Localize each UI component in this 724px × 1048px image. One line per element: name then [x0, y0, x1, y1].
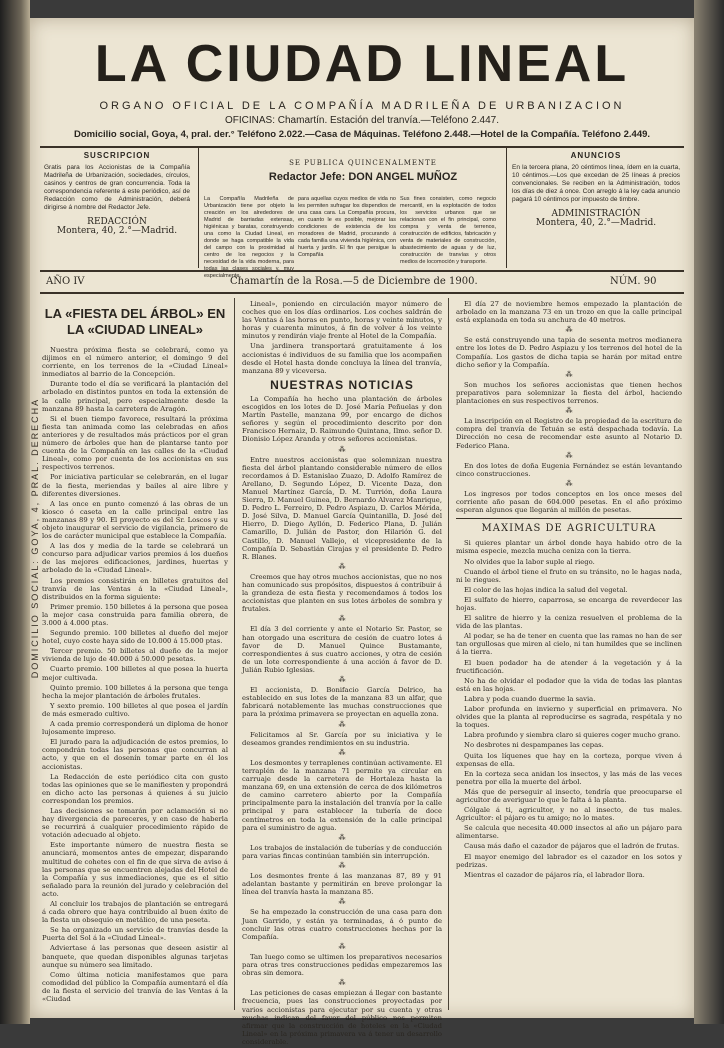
paragraph: Entre nuestros accionistas que solemnizan nuestra fiesta del árbol plantando considerable número de ellos recordamos á D. Estanislao Zuazo, D. Adolfo Ramírez de Arellano, D. Segundo López, D. Vicente Daza, don Manuel Martínez García, D. M. Turrión, doña Laura Sierra, D. Manuel Guinea, D. Bernardo Alvarez Manrique, D. Pedro L. Ferreiro, D. Pedro Aspiazu, D. Carlos Mérida, D. José Silva, D. Manuel García Quintanilla, D. José del Hierro, D. Diego Ayllón, D. Federico Plana, D. Julián Camarillo, D. Julián de Pastor, don Hilarión G. del Castillo, D. Manuel Vallejo, el vicepresidente de la Compañía D. Sebastián Cirajas y el presidente D. Pedro R. Blanes. [242, 455, 442, 561]
paragraph: Segundo premio. 100 billetes al dueño del mejor hotel, cuyo coste haya sido de 10.000 á 15.000 ptas. [42, 629, 228, 646]
redaccion-address: Montera, 40, 2.°—Madrid. [56, 226, 178, 236]
separator-stars: ⁂ [338, 676, 346, 685]
paragraph: El buen podador ha de atender á la vegetación y á la fructificación. [456, 658, 682, 675]
separator-stars: ⁂ [338, 445, 346, 454]
column-2 [242, 300, 442, 1048]
noticias-heading: NUESTRAS NOTICIAS [270, 377, 414, 392]
paragraph: A las dos y media de la tarde se celebrará un concurso para adjudicar varios premios á los dueños de las mejores edificaciones, jardines, huertas y arbolado de la «Ciudad Lineal». [42, 542, 228, 575]
place-date: Chamartín de la Rosa.—5 de Diciembre de 1900. [230, 276, 478, 287]
redaccion-label: REDACCIÓN [87, 217, 147, 227]
paragraph: Este importante número de nuestra fiesta se anunciará, momentos antes de empezar, disparando multitud de cohetes con el fin de que sirva de aviso á las personas que se encuentren alejadas del Hotel de la Compañía y sus inmediaciones, que es el sitio señalado para la reunión del jurado y celebración del acto. [42, 841, 228, 898]
col2-intro [242, 300, 442, 375]
paragraph: Durante todo el día se verificará la plantación del arbolado en distintos puntos en toda la extensión de la calle principal, pero especialmente desde la manzana 89 hasta la carretera de Aragón. [42, 380, 228, 413]
paragraph: Los desmontes y terraplenes continúan activamente. El terraplén de la manzana 71 permite ya circular en carruaje desde la carretera de Hortaleza hasta la manzana 69, en una extensión de cerca de dos kilómetros de camino carretero abierto por la Compañía principalmente para la instalación del tranvía por la calle principal y para establecer la tubería de doce centímetros en toda la extensión de la calle principal para el suministro de agua. [242, 758, 442, 832]
paragraph: Los ingresos por todos conceptos en los once meses del corriente año pasan de 604.000 pesetas. En el año próximo esperan algunos que llegarán al millón de pesetas. [456, 489, 682, 515]
column-1 [42, 300, 228, 1005]
separator-stars: ⁂ [338, 833, 346, 842]
paragraph: Primer premio. 150 billetes á la persona que posea la mejor casa construida para familia obrera, de 3.000 á 4.000 ptas. [42, 602, 228, 627]
paragraph: El día 27 de noviembre hemos empezado la plantación de arbolado en la manzana 73 en un trozo en que la calle principal está explanada en toda su anchura de 40 metros. [456, 300, 682, 325]
paragraph: Tercer premio. 50 billetes al dueño de la mejor vivienda de lujo de 40.000 á 50.000 pesetas. [42, 647, 228, 664]
paragraph: La Redacción de este periódico cita con gusto todas las opiniones que se le manifiesten y propondrá en dicho acto las personas á quienes á su juicio correspondan los premios. [42, 772, 228, 805]
separator-stars: ⁂ [338, 562, 346, 571]
paragraph: A las once en punto comenzó á las obras de un kiosco ó caseta en la calle principal entre las manzanas 89 y 90. El proyecto es del Sr. Loscos y su objeto inaugurar el servicio de vigilancia, primero de los de carácter municipal que establece la Compañía. [42, 499, 228, 541]
paragraph: El accionista, D. Bonifacio García Delrico, ha establecido en sus lotes de la manzana 83 un alfar, que fabricará notablemente las muchas construcciones que para la próxima primavera se proyectan en aquella zona. [242, 686, 442, 719]
paragraph: A cada premio corresponderá un diploma de honor lujosamente impreso. [42, 720, 228, 737]
company-blurb-2: para aquellas cuyos medios de vida no les permiten sufragar los dispendios de una casa cara. La Compañía procura, en cuanto le es posible, mejorar las condiciones de existencia de los moradores de Madrid, procurando á cada familia una vivienda higiénica, con huerta y jardín. El fin que persigue la Compañía [298, 196, 396, 258]
paragraph: El sulfato de hierro, caparrosa, se encarga de reverdecer las hojas. [456, 595, 682, 612]
separator-stars: ⁂ [338, 979, 346, 988]
center-header [218, 159, 508, 183]
header-divider [198, 148, 199, 268]
paragraph: Los desmontes frente á las manzanas 87, 89 y 91 adelantan bastante y permitirán en breve prolongar la línea del tranvía hasta la manzana 85. [242, 872, 442, 897]
suscripcion-heading: SUSCRIPCION [83, 151, 151, 160]
paragraph: Las peticiones de casas empiezan á llegar con bastante frecuencia, pues las construcciones proyectadas por varios accionistas para ejecutar por su cuenta y otras muchas indican del favor del público nos permiten afirmar que la construcción de hoteles en la «Ciudad Lineal» en la próxima primavera va á tener un desarrollo considerable. [242, 989, 442, 1046]
masthead-title: LA CIUDAD LINEAL [94, 35, 630, 93]
column-rule [448, 298, 449, 1010]
year-label: AÑO IV [46, 276, 85, 287]
fiesta-heading: LA «FIESTA DEL ÁRBOL» EN LA «CIUDAD LINEAL» [44, 306, 226, 337]
column-3 [456, 300, 682, 881]
column-rule [234, 298, 235, 1010]
date-rule-top [40, 270, 684, 272]
col3-body [456, 300, 682, 514]
paragraph: Si quieres plantar un árbol donde haya habido otro de la misma especie, mezcla mucha ceniza con la tierra. [456, 539, 682, 556]
paragraph: El salitre de hierro y la ceniza resuelven el problema de la vida de las plantas. [456, 614, 682, 631]
paragraph: Quita los líquenes que hay en la corteza, porque viven á expensas de ella. [456, 751, 682, 768]
section-rule [456, 518, 682, 519]
paragraph: Se está construyendo una tapia de sesenta metros medianera entre los lotes de D. Pedro Aspiazu y los terrenos del hotel de la Compañía. Los gastos de dicha tapia se harán por mitad entre dicho señor y la Compañía. [456, 336, 682, 369]
paragraph: Al concluir los trabajos de plantación se entregará á cada obrero que haya contribuido al buen éxito de la fiesta un obsequio en metálico, de una peseta. [42, 900, 228, 925]
masthead-oficinas: OFICINAS: Chamartín. Estación del tranvía.—Teléfono 2.447. [224, 115, 500, 126]
paragraph: Nuestra próxima fiesta se celebrará, como ya dijimos en el número anterior, el domingo 9 del corriente, en los terrenos de la «Ciudad Lineal» inmediatos al barrio de la Concepción. [42, 346, 228, 379]
paragraph: Labra profundo y siembra claro si quieres coger mucho grano. [464, 731, 681, 740]
paragraph: Se ha organizado un servicio de tranvías desde la Puerta del Sol á la «Ciudad Lineal». [42, 926, 228, 943]
header-divider [506, 148, 507, 268]
paragraph: Por iniciativa particular se celebrarán, en el lugar de la fiesta, meriendas y bailes al aire libre y diferentes diversiones. [42, 473, 228, 498]
paragraph: En la corteza seca anidan los insectos, y las más de las veces penetra por ella la muerte del árbol. [456, 769, 682, 786]
paragraph: Si el buen tiempo favorece, resultará la próxima fiesta tan animada como las celebradas en años anteriores y de resultados más prácticos por el gran número de árboles que han de plantarse tanto por cuenta de la Compañía en las calles de la «Ciudad Lineal», como por cuenta de los accionistas en sus respectivos terrenos. [42, 414, 228, 472]
separator-stars: ⁂ [565, 479, 573, 488]
paragraph: El jurado para la adjudicación de estos premios, lo compondrán todas las personas que concurran al acto, y que en el dosenín tomar parte en él los accionistas. [42, 738, 228, 771]
separator-stars: ⁂ [338, 862, 346, 870]
administracion-label: ADMINISTRACIÓN [551, 209, 641, 219]
paragraph: Cuarto premio. 100 billetes al que posea la huerta mejor cultivada. [42, 665, 228, 682]
company-blurb-1: La Compañía Madrileña de Urbanización tiene por objeto la creación en los alrededores de Madrid de barriadas extensas, higiénicas y baratas, construyendo una como la Ciudad Lineal, en donde se haga compatible la vida del campo con la proximidad al centro de los negocios y la necesidad de la vida moderna, para todas las clases sociales y, muy especialmente, [204, 196, 294, 279]
issue-number: NÚM. 90 [610, 276, 657, 287]
paragraph: No olvides que la labor suple al riego. [464, 557, 595, 566]
col1-body [42, 346, 228, 1003]
paragraph: Labra y poda cuando duerme la savia. [464, 694, 596, 703]
paragraph: Más que de perseguir al insecto, tendría que preocuparse el agricultor de averiguar lo que le falta á la planta. [456, 787, 682, 804]
maximas-heading: MAXIMAS DE AGRICULTURA [481, 523, 657, 535]
paragraph: El día 3 del corriente y ante el Notario Sr. Pastor, se han otorgado una escritura de cesión de cuatro lotes á favor de D. Manuel Quince Bustamante, correspondientes á sus cuatro acciones, y otra de cesión de un lote correspondiente á una acción á favor de D. Julián Rubio Iglesias. [242, 625, 442, 674]
redactor-label: Redactor Jefe: DON ANGEL MUÑOZ [268, 171, 458, 183]
separator-stars: ⁂ [565, 407, 573, 416]
top-rule [40, 146, 684, 148]
suscripcion-box [44, 152, 190, 235]
paragraph: Y sexto premio. 100 billetes al que posea el jardín de más esmerado cultivo. [42, 701, 228, 718]
masthead-domicilio: Domicilio social, Goya, 4, pral. der.° Teléfono 2.022.—Casa de Máquinas. Teléfono 2.448.—Hotel de la Compañía. Teléfono 2.449. [73, 129, 651, 140]
paragraph: Lineal», poniendo en circulación mayor número de coches que en los días ordinarios. Los coches saldrán de las Ventas á las horas en punto, horas y veinte minutos, y horas y cuarenta minutos, á fin de volver á los veinte minutos y rendirán viaje frente al Hotel de la Compañía. [242, 300, 442, 341]
paragraph: Cólgale á ti, agricultor, y no al insecto, de tus males. Agricultor: el pájaro es tu amigo; no lo mates. [456, 806, 682, 823]
paragraph: El color de las hojas indica la salud del vegetal. [464, 585, 628, 594]
newspaper-page [30, 18, 694, 1046]
anuncios-heading: ANUNCIOS [570, 151, 622, 160]
paragraph: No ha de olvidar el podador que la vida de todas las plantas está en las hojas. [456, 676, 682, 693]
page-edge [694, 0, 724, 1024]
separator-stars: ⁂ [338, 748, 346, 757]
paragraph: Se calcula que necesita 40.000 insectos al año un pájaro para alimentarse. [456, 824, 682, 841]
col2-body [242, 395, 442, 1046]
paragraph: Al podar, se ha de tener en cuenta que las ramas no han de ser tan orgullosas que miren al cielo, ni tan humildes que se inclinen á la tierra. [456, 632, 682, 657]
administracion-address: Montera, 40, 2.°—Madrid. [535, 218, 657, 228]
company-blurb-3: Sus fines consisten, como negocio mercantil, en la explotación de todos los servicios urbanos que se relacionan con el fin principal, como compra y venta de terrenos, construcción de edificios, fabricación y venta de materiales de construcción, abastecimiento de aguas y de luz, construcción de tranvías y otros medios de locomoción y transporte. [400, 196, 496, 265]
separator-stars: ⁂ [338, 615, 346, 624]
date-rule-bottom [40, 292, 684, 294]
paragraph: Tan luego como se ultimen los preparativos necesarios para otras tres construcciones pedidas empezaremos las obras sin demora. [242, 952, 442, 978]
paragraph: El mayor enemigo del labrador es el cazador en los sotos y pedrizas. [456, 852, 682, 869]
separator-stars: ⁂ [338, 942, 346, 951]
paragraph: Se ha empezado la construcción de una casa para don Juan Garrido, y están ya terminadas, á ó punto de concluir las otras cuatro construcciones hechas por la Compañía. [242, 908, 442, 941]
paragraph: Cuando el árbol tiene el fruto en su tránsito, no le hagas nada, ni le riegues. [456, 567, 682, 584]
paragraph: La inscripción en el Registro de la propiedad de la escritura de compra del tranvía de Tetuán se está despachada todavía. La Dirección no cesa de recomendar este asunto al Notario D. Federico Plana. [456, 417, 682, 450]
paragraph: Creemos que hay otros muchos accionistas, que no nos han comunicado sus propósitos, dispuestos á contribuir á la grandeza de esta fiesta y recomendamos á todos los accionistas que planten en sus lotes árboles de sombra y frutales. [242, 572, 442, 614]
separator-stars: ⁂ [338, 898, 346, 907]
separator-stars: ⁂ [565, 370, 573, 379]
paragraph: Adviertase á las personas que deseen asistir al banquete, que quedan disponibles algunas tarjetas aunque su número sea limitado. [42, 944, 228, 969]
masthead-subtitle: ORGANO OFICIAL DE LA COMPAÑÍA MADRILEÑA DE URBANIZACION [99, 100, 625, 112]
separator-stars: ⁂ [338, 720, 346, 729]
anuncios-text: En la tercera plana, 20 céntimos línea, ídem en la cuarta, 10 céntimos.—Los que excedan de 25 líneas á precios convencionales. Se reciben en la Administración, todos los días de diez á once. Con arreglo á la ley cada anuncio pagará 10 céntimos por impuesto de timbre. [512, 164, 680, 203]
anuncios-box [512, 152, 680, 227]
suscripcion-text: Gratis para los Accionistas de la Compañía Madrileña de Urbanización, sociedades, círculos, casinos y centros de gran concurrencia. Toda la correspondencia referente á este periódico, así de Redacción como de Administración, deberá dirigirse á nombre del Redactor Jefe. [44, 164, 190, 211]
paragraph: Los premios consistirán en billetes gratuitos del tranvía de las Ventas á la «Ciudad Lineal», distribuidos en la forma siguiente: [42, 576, 228, 601]
paragraph: Las decisiones se tomarán por aclamación si no hay divergencia de pareceres, y en caso de haberla se recurrirá á cualquier procedimiento rápido de votación adecuado al objeto. [42, 806, 228, 840]
paragraph: Labor profunda en invierno y superficial en primavera. No olvides que la planta al reproducirse es sagrada, respétala y no la toques. [456, 705, 682, 730]
separator-stars: ⁂ [565, 451, 573, 460]
separator-stars: ⁂ [565, 326, 573, 335]
spine-text: DOMICILIO SOCIAL: GOYA, 4, PRAL. DERECHA [30, 397, 40, 679]
paragraph: No desbrotes ni despampanes las cepas. [464, 741, 604, 750]
paragraph: Como última noticia manifestamos que para comodidad del público la Compañía aumentará el día de la fiesta el servicio del tranvía de las Ventas á la «Ciudad [42, 970, 228, 1004]
paragraph: Causa más daño el cazador de pájaros que el ladrón de frutas. [464, 842, 680, 851]
paragraph: Una jardinera transportará gratuitamente á los accionistas é individuos de su familia que los acompañen desde el Hotel hasta donde concluya la línea del tranvía, manzana 89 y viceversa. [242, 342, 442, 375]
paragraph: La Compañía ha hecho una plantación de árboles escogidos en los lotes de D. José María Peñuelas y don Martín Pastelle, manzana 99, por encargo de dichos señores y según el procedimiento descrito por don Francisco Hernaiz, D. Raimundo Quintana, Ilmo. señor D. Dionisio López Aranda y otros señores accionistas. [242, 394, 442, 444]
paragraph: Felicitamos al Sr. García por su iniciativa y le deseamos grandes rendimientos en su industria. [242, 730, 442, 747]
paragraph: En dos lotes de doña Eugenia Fernández se están levantando cinco construcciones. [456, 461, 682, 478]
maximas-list [456, 539, 682, 878]
paragraph: Quinto premio. 100 billetes á la persona que tenga hecha la mejor plantación de árboles frutales. [42, 683, 228, 700]
paragraph: Los trabajos de instalación de tuberías y de conducción para varias fincas continúan también sin interrupción. [242, 843, 442, 860]
publica-label: SE PUBLICA QUINCENALMENTE [289, 159, 437, 167]
paragraph: Son muchos los señores accionistas que tienen hechos preparativos para solemnizar la fiesta del árbol, haciendo plantaciones en sus respectivos terrenos. [456, 380, 682, 406]
paragraph: Mientras el cazador de pájaros ría, el labrador llora. [464, 870, 645, 879]
